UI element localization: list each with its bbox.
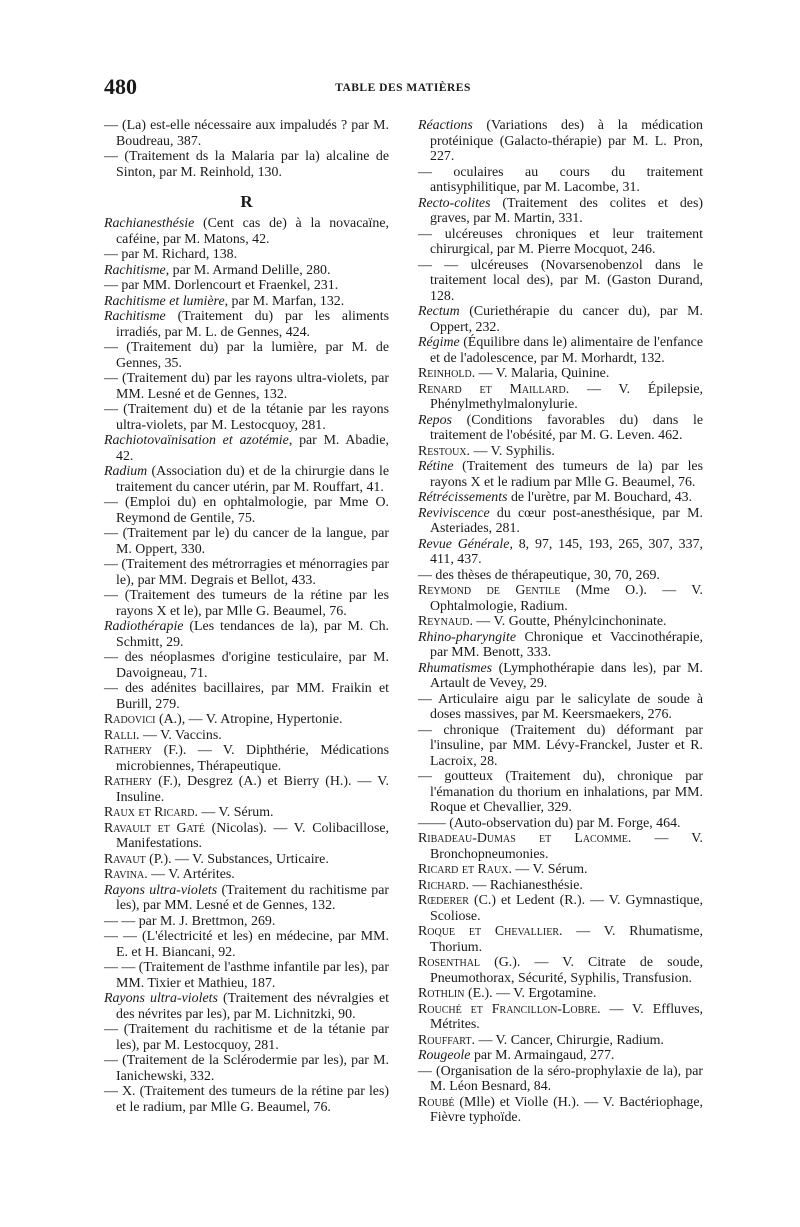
index-entry xyxy=(418,723,703,770)
entry-heading: — — xyxy=(418,257,471,273)
index-entry xyxy=(104,991,389,1022)
entry-heading: Ravault et Gaté xyxy=(104,820,205,836)
index-entry xyxy=(418,862,703,878)
entry-text: (F.), Desgrez (A.) et Bierry (H.). — V. Insuline. xyxy=(116,774,389,805)
entry-heading: Réactions xyxy=(418,118,473,133)
index-entry xyxy=(104,650,389,681)
entry-heading: — xyxy=(104,681,126,696)
index-entry xyxy=(418,955,703,986)
index-entry xyxy=(418,986,703,1002)
entry-heading: Rétine xyxy=(418,459,454,474)
index-entry xyxy=(418,335,703,366)
entry-text: goutteux (Traitement du), chronique par l'émanation du thorium en inhalations, par MM. Roque et Chevallier, 329. xyxy=(430,769,703,815)
entry-text: oculaires au cours du traitement antisyphilitique, par M. Lacombe, 31. xyxy=(430,164,703,195)
index-entry xyxy=(104,914,389,930)
index-entry xyxy=(418,118,703,165)
entry-text: . — V. Syphilis. xyxy=(466,443,555,459)
index-entry xyxy=(104,526,389,557)
index-entry xyxy=(418,1064,703,1095)
entry-heading: Restoux xyxy=(418,443,467,459)
index-entry xyxy=(418,568,703,584)
entry-text: (Mlle) et Violle (H.). — V. Bactériophage, Fièvre typhoïde. xyxy=(430,1094,703,1125)
index-entry xyxy=(104,294,389,310)
entry-heading: Raux et Ricard xyxy=(104,805,195,820)
entry-heading: — xyxy=(104,1053,123,1068)
entry-heading: Rosenthal xyxy=(418,955,481,970)
index-entry xyxy=(418,382,703,413)
entry-heading: — xyxy=(104,526,123,541)
entry-heading: — — xyxy=(104,960,139,975)
entry-heading: Radiothérapie xyxy=(104,619,184,634)
entry-heading: — xyxy=(104,278,122,293)
entry-heading: Rachitisme et lumière xyxy=(104,293,225,309)
entry-heading: Régime xyxy=(418,335,460,350)
entry-text: par M. Armaingaud, 277. xyxy=(470,1048,615,1063)
entry-heading: Reymond de Gentile xyxy=(418,583,561,598)
entry-heading: Rachiotovaïnisation et azotémie xyxy=(104,433,289,448)
index-entry xyxy=(418,583,703,614)
index-entry xyxy=(418,831,703,862)
entry-text: (E.). — V. Ergotamine. xyxy=(464,986,597,1001)
index-entry xyxy=(104,464,389,495)
index-entry xyxy=(104,883,389,914)
entry-heading: Rathery xyxy=(104,774,153,789)
entry-text: (Nicolas). — V. Colibacillose, Manifestations. xyxy=(116,820,389,851)
entry-text: (Traitement des métrorragies et ménorragies par le), par MM. Degrais et Bellot, 433. xyxy=(116,557,389,588)
entry-text: . — V. Effluves, Métrites. xyxy=(430,1001,703,1032)
entry-heading: Reinhold xyxy=(418,366,472,381)
index-entry xyxy=(418,769,703,816)
entry-text: . — V. Cancer, Chirurgie, Radium. xyxy=(471,1032,664,1048)
entry-text: (Lymphothérapie dans les), par M. Artault de Vevey, 29. xyxy=(430,660,703,691)
entry-text: (G.). — V. Citrate de soude, Pneumothorax, Sécurité, Syphilis, Transfusion. xyxy=(430,955,703,986)
running-title: TABLE DES MATIÈRES xyxy=(335,82,471,94)
index-entry xyxy=(104,216,389,247)
index-entry xyxy=(104,728,389,744)
index-entry xyxy=(104,852,389,868)
index-column-right xyxy=(418,118,703,1126)
entry-text: (A.), — V. Atropine, Hypertonie. xyxy=(155,712,343,727)
index-entry xyxy=(104,1053,389,1084)
entry-text: (Traitement par le) du cancer de la langue, par M. Oppert, 330. xyxy=(116,526,389,557)
entry-text: (Traitement du) par les aliments irradiés, par M. L. de Gennes, 424. xyxy=(116,309,389,340)
entry-heading: Rectum xyxy=(418,304,460,319)
entry-heading: Repos xyxy=(418,412,452,428)
index-entry xyxy=(418,630,703,661)
entry-heading: —— xyxy=(418,815,450,831)
index-entry xyxy=(418,893,703,924)
entry-text: (Association du) et de la chirurgie dans le traitement du cancer utérin, par M. Rouffart, 41. xyxy=(116,464,389,495)
entry-text: (Traitement de la Sclérodermie par les), par M. Ianichewski, 332. xyxy=(116,1053,389,1084)
index-entry xyxy=(418,614,703,630)
entry-heading: Rachitisme xyxy=(104,309,166,324)
index-entry xyxy=(418,692,703,723)
section-letter: R xyxy=(240,192,253,211)
entry-heading: — xyxy=(104,118,123,133)
entry-heading: — xyxy=(104,1084,122,1099)
index-entry xyxy=(104,867,389,883)
entry-text: (Variations des) à la médication protéinique (Galacto-thérapie) par M. L. Pron, 227. xyxy=(430,118,703,164)
entry-heading: Rétrécissements xyxy=(418,490,508,505)
entry-text: , par M. Armand Delille, 280. xyxy=(165,262,331,278)
entry-text: (Traitement du rachitisme et de la tétanie par les), par M. Lestocquoy, 281. xyxy=(116,1022,389,1053)
entry-heading: Rothlin xyxy=(418,986,465,1001)
entry-heading: — xyxy=(104,149,125,164)
entry-text: (Auto-observation du) par M. Forge, 464. xyxy=(449,815,681,831)
entry-text: (Traitement du) par la lumière, par M. de Gennes, 35. xyxy=(116,340,389,371)
entry-text: (Traitement ds la Malaria par la) alcaline de Sinton, par M. Reinhold, 130. xyxy=(116,149,389,180)
index-entry xyxy=(104,402,389,433)
entry-heading: — xyxy=(418,1063,436,1079)
entry-heading: Radovici xyxy=(104,712,156,727)
index-entry xyxy=(418,366,703,382)
entry-text: chronique (Traitement du) déformant par l'insuline, par MM. Lévy-Franckel, Juster et R. Lacroix, 28. xyxy=(430,722,703,769)
entry-text: (Traitement du rachitisme par les), par MM. Lesné et de Gennes, 132. xyxy=(116,882,389,913)
entry-text: (Mme O.). — V. Ophtalmologie, Radium. xyxy=(430,583,703,614)
entry-text: (Équilibre dans le) alimentaire de l'enfance et de l'adolescence, par M. Morhardt, 132. xyxy=(430,335,703,366)
entry-heading: — xyxy=(104,340,127,355)
entry-text: ulcéreuses chroniques et leur traitement chirurgical, par M. Pierre Mocquot, 246. xyxy=(430,226,703,257)
entry-text: (Cent cas de) à la novacaïne, caféine, par M. Matons, 42. xyxy=(116,216,389,247)
entry-heading: Rachitisme xyxy=(104,262,166,278)
entry-text: Articulaire aigu par le salicylate de soude à doses massives, par M. Keersmaekers, 276. xyxy=(430,691,703,722)
index-entry xyxy=(418,924,703,955)
entry-heading: — xyxy=(104,557,122,572)
entry-text: , par M. Marfan, 132. xyxy=(224,293,345,309)
entry-heading: Ricard et Raux xyxy=(418,862,509,877)
index-entry xyxy=(104,712,389,728)
index-entry xyxy=(418,1048,703,1064)
index-entry xyxy=(418,444,703,460)
entry-text: (Organisation de la séro-prophylaxie de la), par M. Léon Besnard, 84. xyxy=(430,1063,703,1094)
index-entry xyxy=(104,340,389,371)
entry-heading: Rhumatismes xyxy=(418,660,493,676)
index-entry xyxy=(104,929,389,960)
entry-text: . — V. Sérum. xyxy=(508,862,588,877)
entry-heading: Roubé xyxy=(418,1094,455,1110)
entry-heading: — xyxy=(418,691,439,707)
entry-text: (P.). — V. Substances, Urticaire. xyxy=(145,851,329,867)
entry-heading: Rathery xyxy=(104,743,153,758)
index-entry xyxy=(104,118,389,149)
entry-text: (Curiethérapie du cancer du), par M. Oppert, 232. xyxy=(430,304,703,335)
index-entry xyxy=(418,165,703,196)
entry-heading: Ralli xyxy=(104,727,137,743)
page-header xyxy=(104,74,702,102)
index-entry xyxy=(104,495,389,526)
entry-text: (Les tendances de la), par M. Ch. Schmitt, 29. xyxy=(116,619,389,650)
entry-heading: Rhino-pharyngite xyxy=(418,629,516,645)
entry-heading: Richard xyxy=(418,877,466,893)
index-entry xyxy=(104,805,389,821)
entry-text: . — V. Sérum. xyxy=(194,805,274,820)
index-entry xyxy=(104,619,389,650)
index-entry xyxy=(104,681,389,712)
entry-text: (Emploi du) en ophtalmologie, par Mme O. Reymond de Gentile, 75. xyxy=(116,495,390,526)
entry-heading: Rœderer xyxy=(418,893,469,908)
entry-heading: — — xyxy=(104,929,143,944)
entry-heading: — xyxy=(104,588,125,603)
index-entry xyxy=(418,816,703,832)
index-entry xyxy=(104,309,389,340)
page-number: 480 xyxy=(104,74,137,99)
index-entry xyxy=(418,506,703,537)
entry-heading: Ravina xyxy=(104,867,145,882)
index-entry xyxy=(418,227,703,258)
entry-text: par M. J. Brettmon, 269. xyxy=(138,913,276,929)
entry-text: Chronique et Vaccinothérapie, par MM. Benott, 333. xyxy=(430,629,703,660)
index-entry xyxy=(418,1002,703,1033)
entry-text: du cœur post-anesthésique, par M. Asteriades, 281. xyxy=(430,505,703,536)
index-entry xyxy=(104,371,389,402)
index-entry xyxy=(418,661,703,692)
entry-text: , par M. Abadie, 42. xyxy=(116,433,389,464)
entry-text: , 8, 97, 145, 193, 265, 307, 337, 411, 437. xyxy=(430,536,703,567)
entry-heading: Rougeole xyxy=(418,1048,471,1063)
entry-text: . — V. Épilepsie, Phénylmethylmalonylurie. xyxy=(430,381,703,412)
index-entry xyxy=(104,774,389,805)
entry-heading: Rouffart xyxy=(418,1032,472,1048)
entry-text: par MM. Dorlencourt et Fraenkel, 231. xyxy=(121,278,339,293)
entry-heading: — — xyxy=(104,913,139,929)
entry-text: (La) est-elle nécessaire aux impaludés ? par M. Boudreau, 387. xyxy=(116,118,389,149)
entry-text: . — V. Artérites. xyxy=(144,867,235,882)
index-entry xyxy=(418,459,703,490)
entry-text: (Conditions favorables du) dans le traitement de l'obésité, par M. G. Leven. 462. xyxy=(430,412,703,443)
entry-text: des thèses de thérapeutique, 30, 70, 269. xyxy=(435,567,660,583)
entry-heading: — xyxy=(418,722,444,738)
entry-heading: Roque et Chevallier xyxy=(418,924,559,939)
entry-text: (Traitement des colites et des) graves, par M. Martin, 331. xyxy=(430,195,703,226)
index-column-left xyxy=(104,118,389,1115)
entry-heading: Ribadeau-Dumas et Lacomme xyxy=(418,831,628,846)
entry-heading: — xyxy=(104,1022,124,1037)
entry-heading: Recto-colites xyxy=(418,195,491,211)
entry-heading: Radium xyxy=(104,464,148,479)
entry-text: (F.). — V. Diphthérie, Médications microbiennes, Thérapeutique. xyxy=(116,743,389,774)
entry-text: des néoplasmes d'origine testiculaire, par M. Davoigneau, 71. xyxy=(116,650,389,681)
index-entry xyxy=(104,743,389,774)
entry-text: X. (Traitement des tumeurs de la rétine par les) et le radium, par Mlle G. Beaumel, 76. xyxy=(116,1084,390,1115)
entry-text: (Traitement des tumeurs de la) par les rayons X et le radium par Mlle G. Beaumel, 76. xyxy=(430,459,703,490)
entry-text: (Traitement de l'asthme infantile par les), par MM. Tixier et Mathieu, 187. xyxy=(116,960,389,991)
index-entry xyxy=(104,433,389,464)
entry-text: (L'électricité et les) en médecine, par MM. E. et H. Biancani, 92. xyxy=(116,929,389,960)
index-entry xyxy=(418,196,703,227)
index-entry xyxy=(104,247,389,263)
entry-text: . — V. Malaria, Quinine. xyxy=(471,366,610,381)
entry-text: par M. Richard, 138. xyxy=(121,247,238,262)
index-entry xyxy=(104,588,389,619)
index-entry xyxy=(418,878,703,894)
entry-heading: Rouché et Francillon-Lobre xyxy=(418,1001,598,1017)
entry-heading: — xyxy=(418,769,445,784)
index-entry xyxy=(104,960,389,991)
entry-heading: — xyxy=(104,495,125,510)
index-entry xyxy=(418,1095,703,1126)
entry-heading: — xyxy=(418,226,445,242)
index-entry xyxy=(104,821,389,852)
entry-text: . — Rachianesthésie. xyxy=(465,877,583,893)
entry-text: . — V. Goutte, Phénylcinchoninate. xyxy=(469,614,667,629)
entry-text: . — V. Rhumatisme, Thorium. xyxy=(430,924,704,955)
entry-text: . — V. Bronchopneumonies. xyxy=(430,831,703,862)
index-entry xyxy=(418,413,703,444)
index-entry xyxy=(104,1022,389,1053)
entry-heading: Reynaud xyxy=(418,614,470,629)
entry-heading: Revue Générale xyxy=(418,536,510,552)
index-entry xyxy=(418,537,703,568)
entry-heading: Rayons ultra-violets xyxy=(104,991,218,1006)
index-entry xyxy=(418,258,703,305)
entry-text: (Traitement du) par les rayons ultra-violets, par MM. Lesné et de Gennes, 132. xyxy=(116,371,389,402)
entry-text: ulcéreuses (Novarsenobenzol dans le traitement local des), par M. (Gaston Durand, 128. xyxy=(430,257,703,304)
index-entry xyxy=(104,278,389,294)
entry-text: (Traitement des névralgies et des névrites par les), par M. Lichnitzki, 90. xyxy=(116,991,390,1022)
entry-heading: Rachianesthésie xyxy=(104,216,195,231)
entry-text: (Traitement du) et de la tétanie par les rayons ultra-violets, par M. Lestocquoy, 281. xyxy=(116,402,389,433)
entry-text: des adénites bacillaires, par MM. Fraikin et Burill, 279. xyxy=(116,681,389,712)
entry-heading: — xyxy=(104,402,124,417)
entry-heading: — xyxy=(418,164,454,180)
index-entry xyxy=(104,149,389,180)
entry-heading: Reviviscence xyxy=(418,505,490,521)
entry-heading: Rayons ultra-violets xyxy=(104,882,218,898)
index-entry xyxy=(418,304,703,335)
index-entry xyxy=(104,557,389,588)
entry-text: . — V. Vaccins. xyxy=(136,727,222,743)
index-entry xyxy=(418,490,703,506)
entry-heading: — xyxy=(104,371,123,386)
entry-heading: — xyxy=(418,567,436,583)
index-entry xyxy=(104,263,389,279)
index-entry xyxy=(418,1033,703,1049)
entry-text: (Traitement des tumeurs de la rétine par les rayons X et le), par Mlle G. Beaumel, 76. xyxy=(116,588,389,619)
entry-text: de l'urètre, par M. Bouchard, 43. xyxy=(507,490,693,505)
entry-heading: — xyxy=(104,247,122,262)
entry-heading: Ravaut xyxy=(104,851,146,867)
index-entry xyxy=(104,1084,389,1115)
entry-heading: — xyxy=(104,650,125,665)
entry-text: (C.) et Ledent (R.). — V. Gymnastique, Scoliose. xyxy=(430,893,703,924)
entry-heading: Renard et Maillard xyxy=(418,381,566,397)
